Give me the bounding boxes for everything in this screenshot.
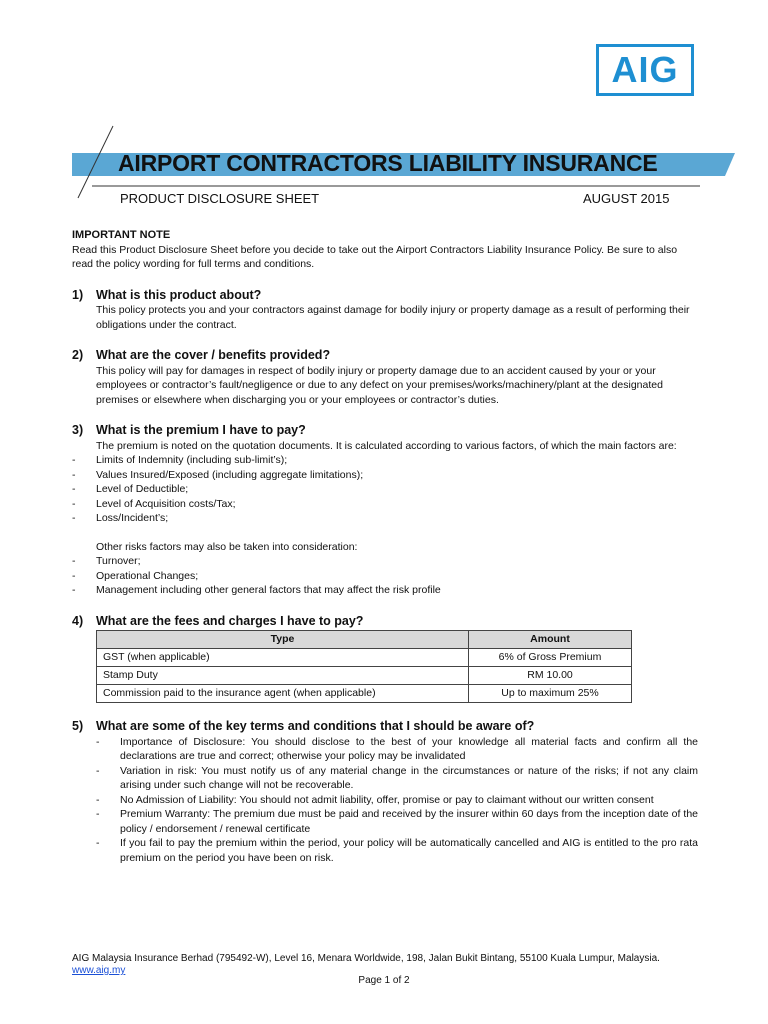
table-row <box>97 685 632 703</box>
fee-type-cell: Commission paid to the insurance agent (when applicable) <box>97 685 469 703</box>
section-cover-benefits <box>72 348 698 407</box>
list-dash: - <box>72 584 76 596</box>
list-item-text: Management including other general factors that may affect the risk profile <box>96 584 441 596</box>
premium-factors-list <box>72 453 698 526</box>
fee-amount-cell: RM 10.00 <box>469 667 632 685</box>
table-header-row <box>97 631 632 649</box>
list-item-text: Turnover; <box>96 555 141 567</box>
footer-address: AIG Malaysia Insurance Berhad (795492-W), Level 16, Menara Worldwide, 198, Jalan Bukit Bintang, 55100 Kuala Lumpur, Malaysia. <box>72 953 660 964</box>
list-dash: - <box>96 764 100 777</box>
list-item-text: If you fail to pay the premium within the period, your policy will be automatically cancelled and AIG is entitled to the pro rata premium on the period you have been on risk. <box>120 837 698 864</box>
section-text: This policy will pay for damages in respect of bodily injury or property damage due to an accident caused by your or your employees or contractor’s fault/negligence or due to any defect on your premises/works/machinery/plant at the designated premises or elsewhere when discharging you or your employees or contractor’s duties. <box>96 364 663 406</box>
list-item <box>72 497 698 512</box>
page-footer <box>72 953 698 977</box>
list-item-text: Importance of Disclosure: You should disclose to the best of your knowledge all material facts and confirm all the declarations are true and correct; otherwise your policy may be invalidated <box>120 735 698 762</box>
list-dash: - <box>72 512 76 524</box>
column-header-type: Type <box>97 631 469 649</box>
list-dash: - <box>72 555 76 567</box>
section-title: What are the cover / benefits provided? <box>96 348 331 362</box>
important-note-title: IMPORTANT NOTE <box>72 229 171 241</box>
table-row <box>97 649 632 667</box>
list-item <box>72 468 698 483</box>
list-item-text: Loss/Incident’s; <box>96 512 169 524</box>
fees-table <box>96 630 632 703</box>
fee-amount-cell: Up to maximum 25% <box>469 685 632 703</box>
list-item-text: Operational Changes; <box>96 569 199 582</box>
list-item-text: Variation in risk: You must notify us of any material change in the circumstances or nature of the risks; if not any claim arising under such change will not be recoverable. <box>120 764 698 791</box>
section-text: The premium is noted on the quotation documents. It is calculated according to various factors, of which the main factors are: <box>96 439 677 452</box>
column-header-amount: Amount <box>469 631 632 649</box>
list-dash: - <box>72 497 76 510</box>
list-item-text: Level of Acquisition costs/Tax; <box>96 497 236 510</box>
document-date: AUGUST 2015 <box>583 191 670 206</box>
table-row <box>97 667 632 685</box>
section-heading <box>72 614 698 629</box>
list-item <box>72 511 698 526</box>
document-title: AIRPORT CONTRACTORS LIABILITY INSURANCE <box>118 150 658 176</box>
list-item <box>96 764 698 793</box>
list-item <box>96 793 698 808</box>
section-title: What are the fees and charges I have to pay? <box>96 613 364 628</box>
section-heading <box>72 423 698 438</box>
title-banner-decoration <box>0 0 768 220</box>
list-item-text: Values Insured/Exposed (including aggregate limitations); <box>96 468 364 481</box>
section-fees-charges <box>72 614 698 704</box>
section-text: This policy protects you and your contractors against damage for bodily injury or property damage as a result of performing their obligations under the contract. <box>96 304 690 331</box>
section-heading <box>72 288 698 303</box>
list-item <box>72 569 698 584</box>
section-product-about <box>72 288 698 333</box>
other-factors-list <box>72 554 698 598</box>
section-key-terms <box>72 719 698 865</box>
fee-amount-cell: 6% of Gross Premium <box>469 649 632 667</box>
footer-website-link[interactable]: www.aig.my <box>72 965 126 976</box>
section-title: What are some of the key terms and conditions that I should be aware of? <box>96 719 535 733</box>
list-dash: - <box>72 483 76 495</box>
section-title: What is the premium I have to pay? <box>96 423 306 437</box>
list-dash: - <box>96 808 100 820</box>
list-item-text: No Admission of Liability: You should not admit liability, offer, promise or pay to claimant without our written consent <box>120 793 654 806</box>
list-dash: - <box>72 569 76 582</box>
important-note-text: Read this Product Disclosure Sheet before you decide to take out the Airport Contractors Liability Insurance Policy. Be sure to also read the policy wording for full terms and conditions. <box>72 243 678 270</box>
list-item-text: Limits of Indemnity (including sub-limit’s); <box>96 454 288 466</box>
list-item <box>96 807 698 836</box>
list-item <box>96 735 698 764</box>
section-heading <box>72 719 698 734</box>
fee-type-cell: GST (when applicable) <box>97 649 469 667</box>
document-body <box>72 228 698 865</box>
spacer <box>72 526 698 540</box>
section-content <box>96 439 698 454</box>
list-dash: - <box>96 735 100 748</box>
list-dash: - <box>72 468 76 481</box>
section-title: What is this product about? <box>96 287 262 302</box>
section-number: 5) <box>72 719 84 733</box>
section-number: 4) <box>72 613 84 628</box>
list-item <box>72 583 698 598</box>
section-heading <box>72 348 698 363</box>
list-dash: - <box>96 793 100 806</box>
document-subtitle: PRODUCT DISCLOSURE SHEET <box>120 191 320 206</box>
list-dash: - <box>72 454 76 466</box>
section-number: 2) <box>72 348 84 362</box>
aig-logo-text: AIG <box>611 49 679 90</box>
section-premium <box>72 423 698 598</box>
section-number: 1) <box>72 287 84 302</box>
list-item <box>72 482 698 497</box>
list-item-text: Level of Deductible; <box>96 483 189 495</box>
section-number: 3) <box>72 423 84 437</box>
fee-type-cell: Stamp Duty <box>97 667 469 685</box>
other-factors-text: Other risks factors may also be taken into consideration: <box>96 540 358 553</box>
list-dash: - <box>96 837 100 849</box>
list-item <box>96 836 698 865</box>
page-number: Page 1 of 2 <box>358 975 410 986</box>
list-item-text: Premium Warranty: The premium due must be paid and received by the insurer within 60 days from the inception date of the policy / endorsement / renewal certificate <box>120 808 698 835</box>
list-item <box>72 453 698 468</box>
list-item <box>72 554 698 569</box>
key-terms-list <box>96 735 698 866</box>
